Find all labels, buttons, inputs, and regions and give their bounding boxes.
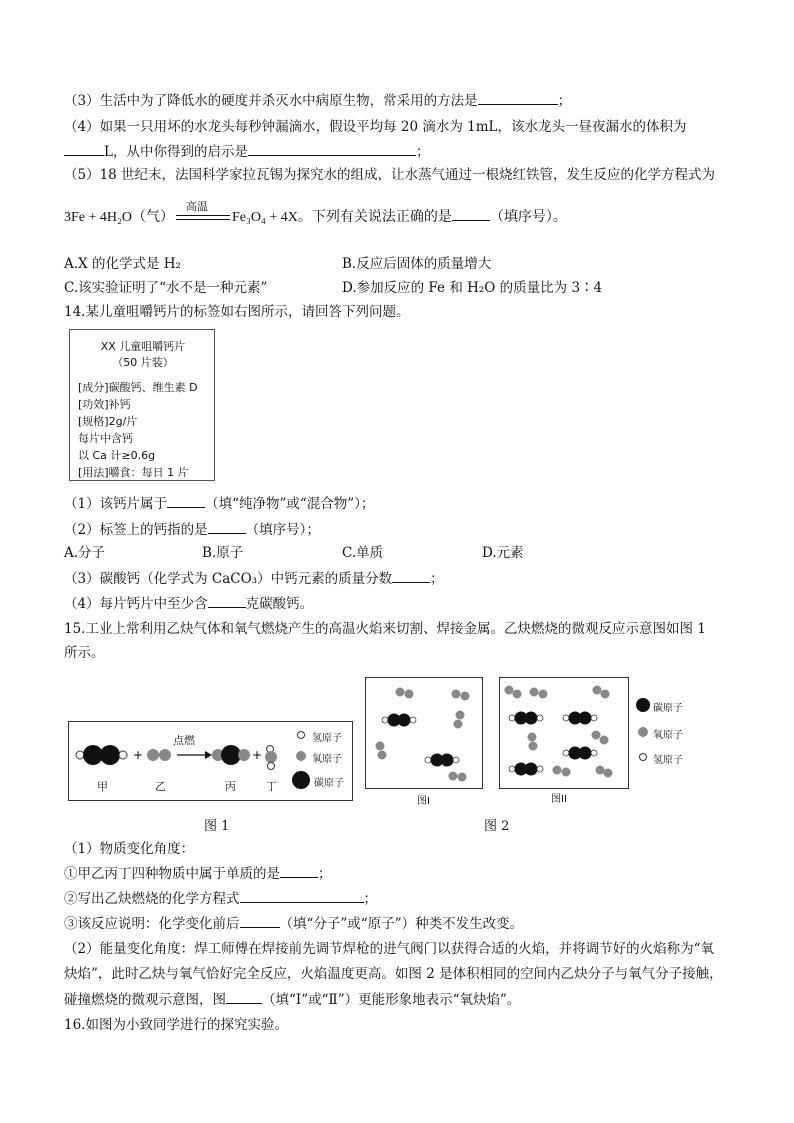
- label-bing: 丙: [225, 780, 236, 793]
- q13-part4-line1: （4）如果一只用坏的水龙头每秒钟漏滴水，假设平均每 20 滴水为 1mL，该水龙头一昼夜漏水的体积为: [64, 119, 687, 135]
- legend-oxygen-label: 氧原子: [312, 754, 342, 765]
- q15-section1-b: ②写出乙炔燃烧的化学方程式 ；: [64, 888, 377, 909]
- q14-option-c: C.单质: [342, 545, 384, 561]
- hydrogen-atom: [119, 751, 127, 759]
- q14-part2: （2）标签上的钙指的是 （填序号）；: [64, 519, 320, 540]
- q14-part1: （1）该钙片属于 （填“纯净物”或“混合物”）；: [64, 493, 374, 514]
- arrow-condition: 点燃: [173, 734, 195, 747]
- q14-option-b: B.原子: [202, 545, 244, 561]
- q13-option-c: C.该实验证明了“水不是一种元素”: [64, 280, 268, 296]
- figure-1-caption: 图 1: [204, 819, 230, 834]
- label-row: 每片中含钙: [78, 432, 133, 445]
- legend-oxygen-icon: [296, 751, 306, 761]
- reaction-diagram: [69, 722, 352, 800]
- q13-option-a: A.X 的化学式是 H₂: [64, 256, 181, 272]
- label-yi: 乙: [155, 780, 166, 793]
- label-row: [成分]碳酸钙、维生素 D: [78, 381, 198, 394]
- q15-section1: （1）物质变化角度：: [64, 841, 195, 857]
- legend-carbon-label: 碳原子: [314, 778, 344, 789]
- q16-stem: 16.如图为小致同学进行的探究实验。: [64, 1017, 288, 1033]
- q14-option-d: D.元素: [482, 545, 524, 561]
- label-row: [规格]2g/片: [78, 415, 138, 428]
- legend-oxygen-icon: [638, 727, 648, 737]
- answer-blank[interactable]: [208, 519, 246, 534]
- answer-blank[interactable]: [226, 989, 262, 1004]
- legend-hydrogen-icon: [640, 754, 647, 761]
- hydrogen-atom: [268, 763, 275, 770]
- answer-blank[interactable]: [167, 493, 205, 508]
- oxygen-atom: [147, 749, 159, 761]
- label-title: XX 儿童咀嚼钙片: [100, 340, 186, 353]
- answer-blank[interactable]: [452, 206, 490, 221]
- reaction-arrow: 高温: [174, 210, 232, 226]
- legend-carbon-icon: [636, 698, 650, 712]
- q13-part4-line2: L，从中你得到的启示是 ；: [64, 141, 429, 162]
- q14-stem: 14.某儿童咀嚼钙片的标签如右图所示，请回答下列问题。: [64, 304, 410, 320]
- oxygen-atom: [265, 751, 277, 763]
- q15-section1-c: ③该反应说明：化学变化前后 （填“分子”或“原子”）种类不发生改变。: [64, 913, 523, 934]
- figure-2-legend-icons: [634, 697, 654, 777]
- chemical-equation: 3Fe + 4H₂O（气） 高温 Fe₃O₄ + 4X。下列有关说法正确的是 （填序号）。: [64, 199, 567, 225]
- q15-stem-line2: 所示。: [64, 645, 105, 661]
- label-jia: 甲: [97, 780, 108, 793]
- answer-blank[interactable]: [478, 90, 558, 105]
- q15-section2-line1: （2）能量变化角度：焊工师傅在焊接前先调节焊枪的进气阀门以获得合适的火焰，并将调节好的火焰称为“氧: [64, 941, 714, 957]
- label-subtitle: （50 片装）: [112, 356, 174, 369]
- answer-blank[interactable]: [208, 593, 246, 608]
- legend-hydrogen-label: 氢原子: [653, 755, 683, 766]
- q14-option-a: A.分子: [64, 545, 106, 561]
- q13-option-b: B.反应后固体的质量增大: [342, 256, 492, 272]
- answer-blank[interactable]: [64, 141, 104, 156]
- svg-text:+: +: [133, 748, 144, 762]
- figure-2-box-1-label: 图I: [417, 796, 430, 807]
- answer-blank[interactable]: [240, 913, 280, 928]
- oxygen-atom: [159, 749, 171, 761]
- legend-oxygen-label: 氧原子: [653, 730, 683, 741]
- q13-option-d: D.参加反应的 Fe 和 H₂O 的质量比为 3∶4: [342, 280, 603, 296]
- q15-stem-line1: 15.工业上常利用乙炔气体和氧气燃烧产生的高温火焰来切割、焊接金属。乙炔燃烧的微观反应示意图如图 1: [64, 621, 706, 637]
- answer-blank[interactable]: [248, 141, 416, 156]
- legend-carbon-icon: [292, 771, 310, 789]
- label-row: [用法]嚼食：每日 1 片: [78, 466, 189, 479]
- q15-section1-a: ①甲乙丙丁四种物质中属于单质的是 ；: [64, 863, 332, 884]
- svg-text:+: +: [252, 748, 263, 762]
- q14-part3: （3）碳酸钙（化学式为 CaCO₃）中钙元素的质量分数 ；: [64, 568, 444, 589]
- label-row: 以 Ca 计≥0.6g: [78, 449, 156, 462]
- oxygen-atom: [238, 749, 250, 761]
- label-ding: 丁: [266, 780, 277, 793]
- carbon-atom: [100, 745, 120, 765]
- figure-2-box-1: [365, 677, 483, 789]
- figure-2-caption: 图 2: [484, 819, 510, 834]
- figure-2-box-2-label: 图II: [551, 794, 567, 805]
- legend-hydrogen-icon: [298, 732, 305, 739]
- hydrogen-atom: [76, 751, 84, 759]
- figure-2-box-2: [499, 677, 629, 789]
- answer-blank[interactable]: [280, 863, 318, 878]
- q15-section2-line2: 炔焰”，此时乙炔与氧气恰好完全反应，火焰温度更高。如图 2 是体积相同的空间内乙炔分子与氧气分子接触，: [64, 966, 723, 982]
- q13-part5-line1: （5）18 世纪末，法国科学家拉瓦锡为探究水的组成，让水蒸气通过一根烧红铁管，发生反应的化学方程式为: [64, 167, 716, 183]
- legend-carbon-label: 碳原子: [653, 703, 683, 714]
- calcium-tablet-label: [69, 329, 215, 481]
- answer-blank[interactable]: [240, 888, 364, 903]
- answer-blank[interactable]: [392, 568, 430, 583]
- q14-part4: （4）每片钙片中至少含 克碳酸钙。: [64, 593, 313, 614]
- q13-part3: （3）生活中为了降低水的硬度并杀灭水中病原生物，常采用的方法是 ；: [64, 90, 571, 111]
- label-row: [功效]补钙: [78, 398, 131, 411]
- q15-section2-line3: 碰撞燃烧的微观示意图，图 （填“I”或“Ⅱ”）更能形象地表示“氧炔焰”。: [64, 989, 520, 1010]
- figure-1-reaction: [68, 721, 353, 801]
- legend-hydrogen-label: 氢原子: [312, 733, 342, 744]
